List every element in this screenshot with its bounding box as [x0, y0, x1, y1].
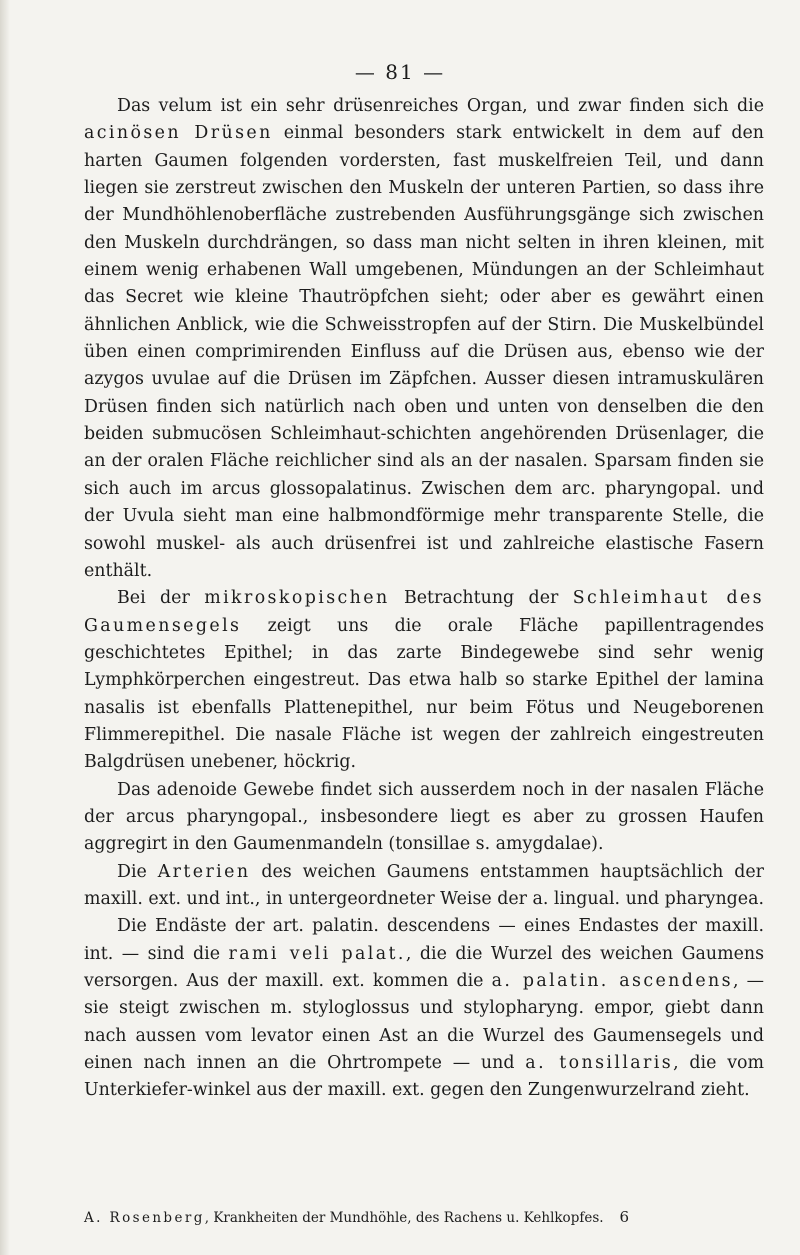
paragraph-end-branches	[84, 913, 764, 1104]
text-run: Bei der	[117, 588, 205, 609]
paragraph-arteries	[84, 859, 764, 914]
footer-citation	[84, 1208, 764, 1227]
spaced-term: Arterien	[157, 861, 251, 882]
text-run: , — sie steigt zwischen m. styloglossus und stylopharyng. empor, giebt dann nach aussen vom levator einen Ast an die Wurzel des Gaumensegels und einen nach innen an die Ohrtrompete — und	[84, 971, 764, 1074]
spaced-term: Schleimhaut des Gaumensegels	[84, 588, 764, 636]
text-run: Das velum ist ein sehr drüsenreiches Organ, und zwar finden sich die	[117, 96, 764, 116]
text-run: Das adenoide Gewebe findet sich ausserdem noch in der nasalen Fläche der arcus pharyngopal., insbesondere liegt es aber zu grossen Haufen aggregirt in den Gaumenmandeln (tonsillae s. amygdalae).	[84, 779, 764, 855]
paragraph-microscopic	[84, 585, 764, 776]
text-run: Betrachtung der	[389, 588, 573, 609]
paragraph-velum-glands	[84, 93, 764, 585]
spaced-term: acinösen Drüsen	[84, 123, 273, 144]
text-run: einmal besonders stark entwickelt in dem auf den harten Gaumen folgenden vordersten, fast muskelfreien Teil, und dann liegen sie zerstreut zwischen den Muskeln der unteren Partien, so dass ihre der Mundhöhlenoberfläche zustrebenden Ausführungsgänge sich zwischen den Muskeln durchdrängen, so dass man nicht selten in ihren kleinen, mit einem wenig erhabenen Wall umgebenen, Mündungen an der Schleimhaut das Secret wie kleine Thautröpfchen sieht; oder aber es gewährt einen ähnlichen Anblick, wie die Schweisstropfen auf der Stirn. Die Muskelbündel üben einen comprimirenden Einfluss auf die Drüsen aus, ebenso wie der azygos uvulae auf die Drüsen im Zäpfchen. Ausser diesen intramuskulären Drüsen finden sich natürlich nach oben und unten von denselben die den beiden submucösen Schleimhaut-schichten angehörenden Drüsenlager, die an der oralen Fläche reichlicher sind als an der nasalen. Sparsam finden sie sich auch im arcus glossopalatinus. Zwischen dem arc. pharyngopal. und der Uvula sieht man eine halbmondförmige mehr transparente Stelle, die sowohl muskel- als auch drüsenfrei ist und zahlreiche elastische Fasern enthält.	[84, 123, 764, 581]
footer-title: , Krankheiten der Mundhöhle, des Rachens u. Kehlkopfes.	[204, 1210, 604, 1226]
text-run: Die Endäste der art. palatin. descendens — eines Endastes der maxill. int. — sind die	[84, 916, 764, 964]
paragraph-adenoid	[84, 777, 764, 859]
page-number: — 81 —	[354, 60, 446, 84]
spaced-term: a. tonsillaris	[525, 1053, 674, 1074]
spaced-term: a. palatin. ascendens	[491, 971, 733, 991]
text-run: , die vom Unterkiefer-winkel aus der maxill. ext. gegen den Zungenwurzelrand zieht.	[84, 1053, 765, 1101]
text-run: des weichen Gaumens entstammen hauptsächlich der maxill. ext. und int., in untergeordneter Weise der a. lingual. und pharyngea.	[84, 861, 764, 909]
text-run: Die	[117, 861, 158, 882]
spaced-term: mikroskopischen	[204, 588, 390, 609]
page-edge-shadow	[0, 0, 10, 1255]
footer-author: A. Rosenberg	[84, 1210, 205, 1226]
spaced-term: rami veli palat.	[228, 943, 406, 964]
text-run: , die die Wurzel des weichen Gaumens versorgen. Aus der maxill. ext. kommen die	[84, 943, 764, 991]
signature-mark: 6	[619, 1208, 630, 1226]
text-run: zeigt uns die orale Fläche papillentragendes geschichtetes Epithel; in das zarte Bindegewebe sind sehr wenig Lymphkörperchen eingestreut. Das etwa halb so starke Epithel der lamina nasalis ist ebenfalls Plattenepithel, nur beim Fötus und Neugeborenen Flimmerepithel. Die nasale Fläche ist wegen der zahlreich eingestreuten Balgdrüsen unebener, höckrig.	[84, 615, 764, 773]
body-text	[84, 93, 764, 1105]
